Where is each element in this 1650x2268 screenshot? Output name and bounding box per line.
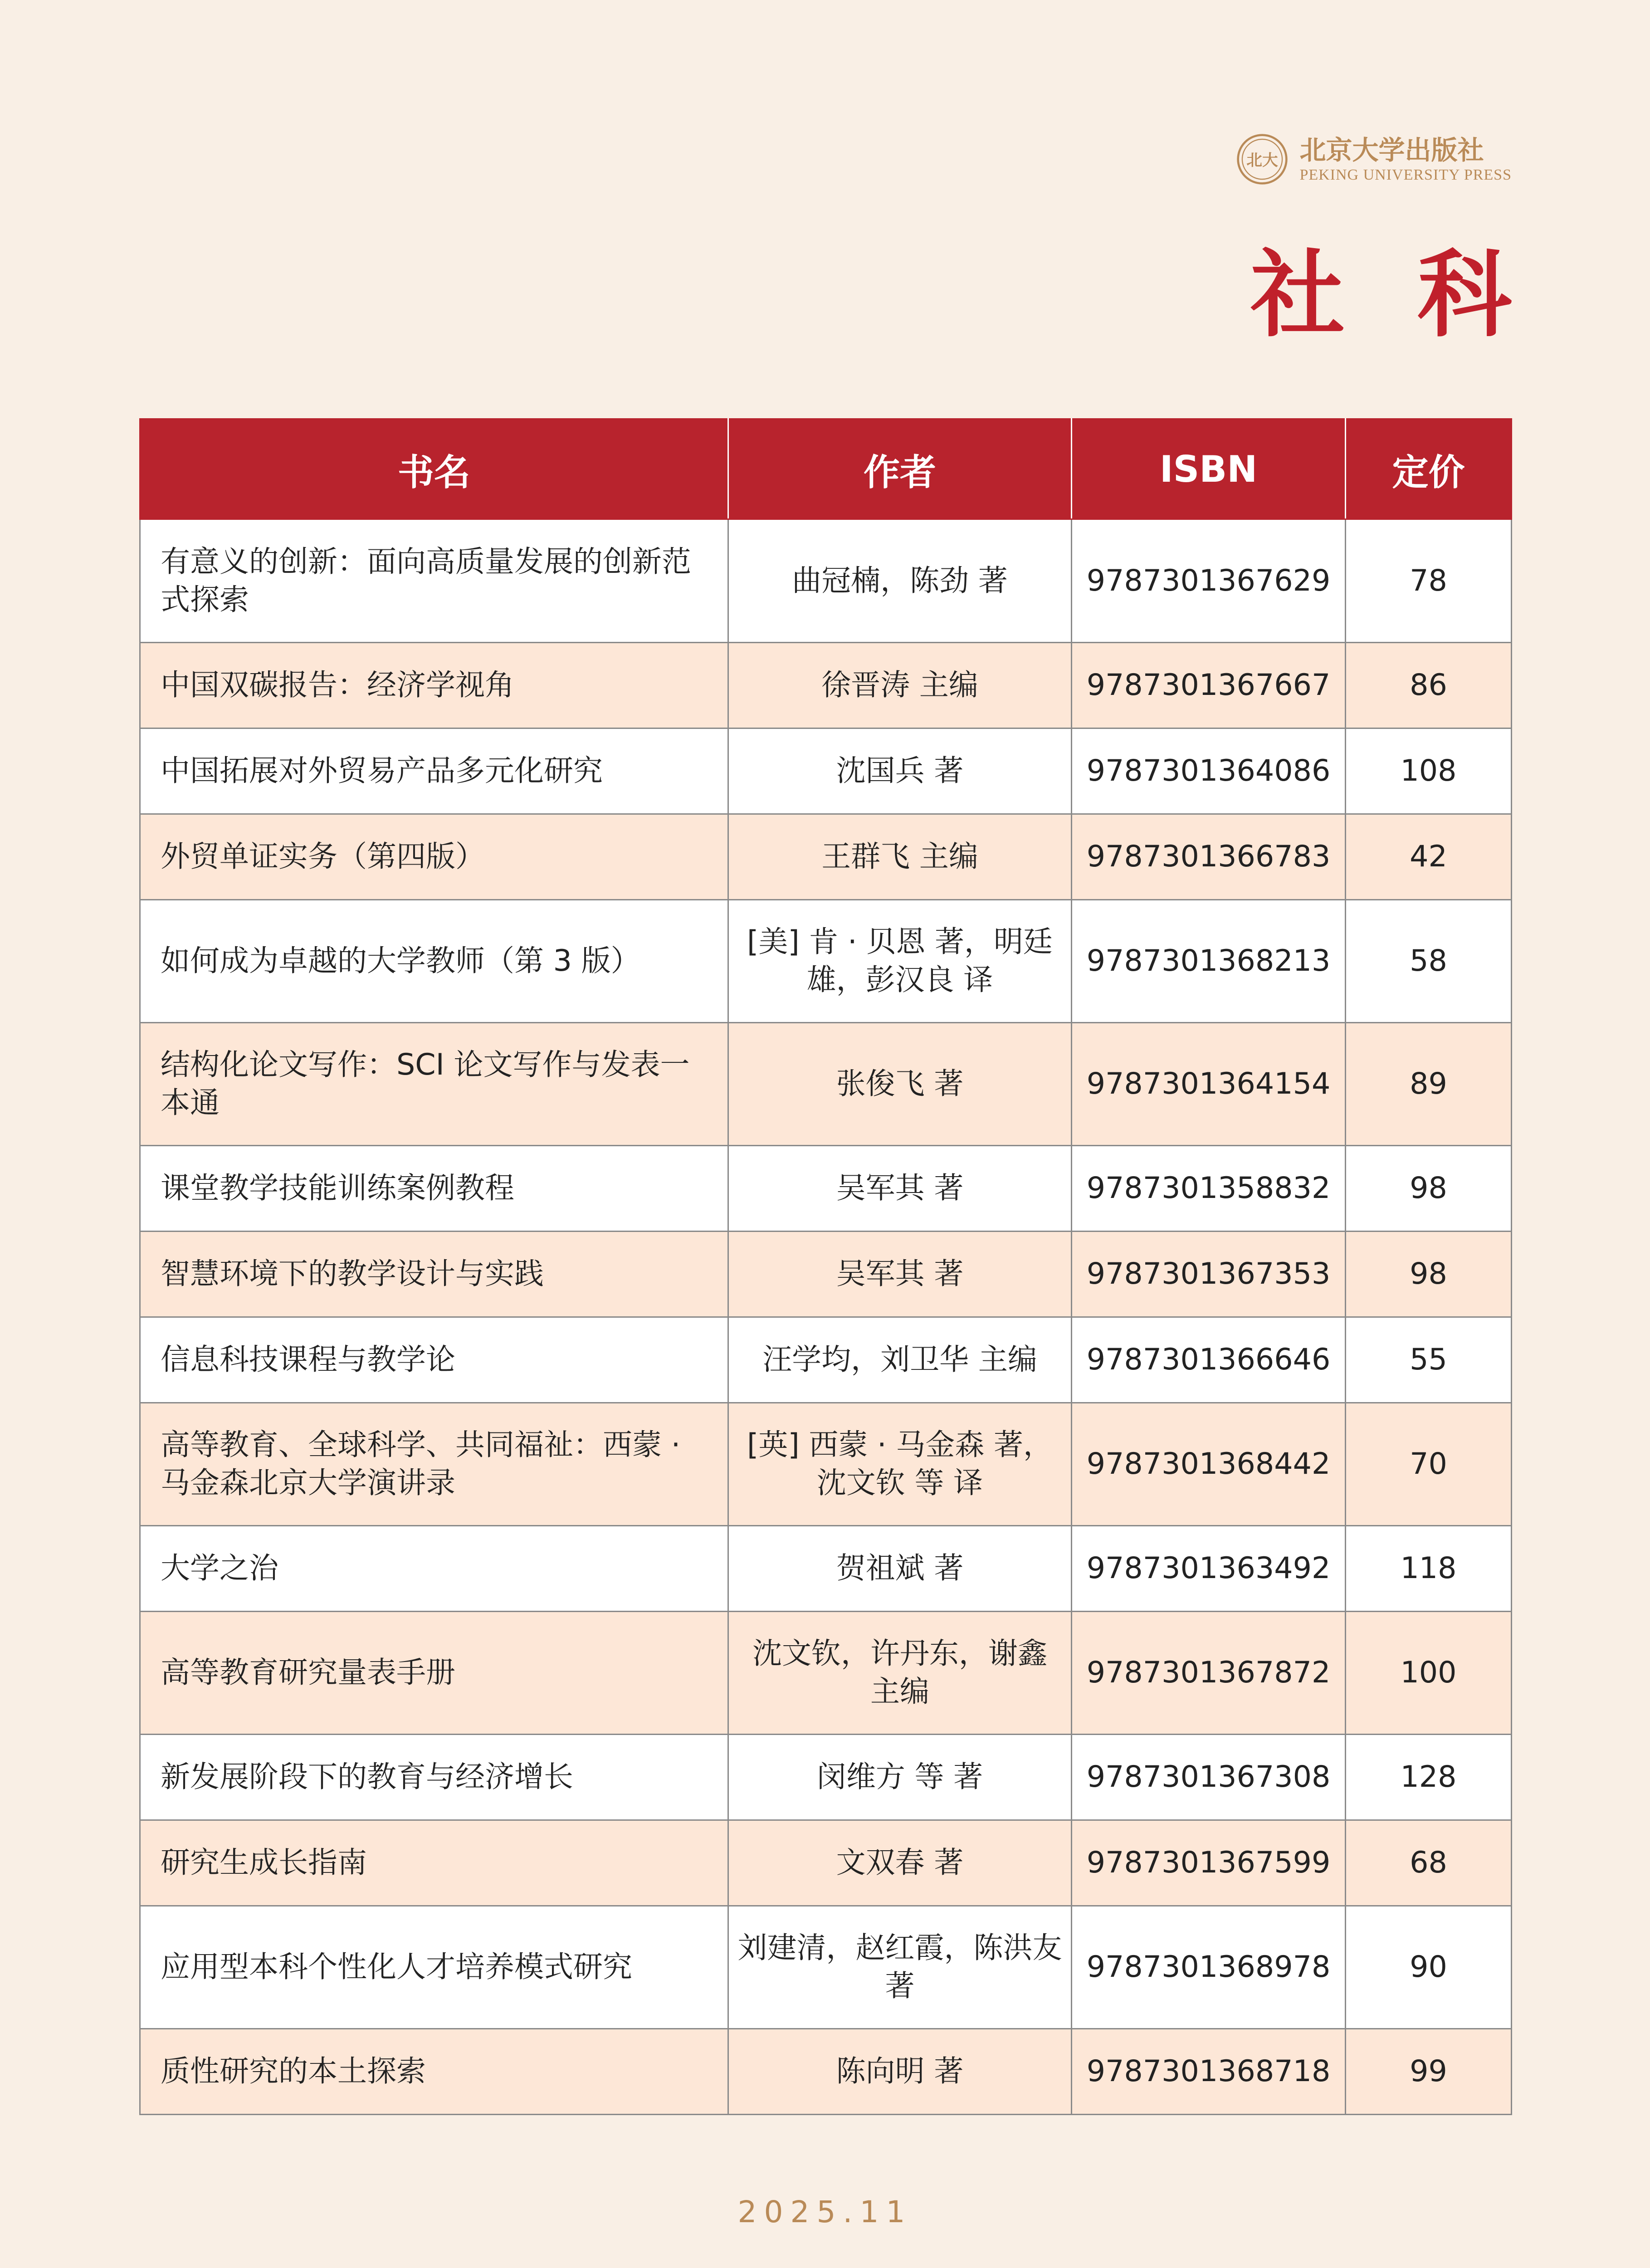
header-price: 定价 [1346,419,1512,519]
seal-text: 北大 [1246,151,1279,170]
book-title: 高等教育、全球科学、共同福祉：西蒙 · 马金森北京大学演讲录 [140,1403,728,1526]
pku-seal-icon [1236,133,1289,186]
book-isbn: 9787301364086 [1072,728,1346,814]
footer-date: 2025.11 [737,2195,913,2229]
table-row [140,1317,1512,1403]
book-author: 吴军其 著 [728,1232,1072,1317]
header-title: 书名 [140,419,728,519]
book-price: 128 [1346,1735,1512,1820]
book-price: 99 [1346,2029,1512,2115]
book-title: 课堂教学技能训练案例教程 [140,1146,728,1232]
book-price: 68 [1346,1820,1512,1906]
book-author: 王群飞 主编 [728,814,1072,900]
book-isbn: 9787301367629 [1072,519,1346,643]
table-row [140,1232,1512,1317]
book-title: 大学之治 [140,1526,728,1612]
publisher-logo [1236,130,1512,189]
table-header-row [140,419,1512,519]
book-title: 中国拓展对外贸易产品多元化研究 [140,728,728,814]
book-author: 汪学均，刘卫华 主编 [728,1317,1072,1403]
book-title: 信息科技课程与教学论 [140,1317,728,1403]
table-row [140,1735,1512,1820]
book-price: 108 [1346,728,1512,814]
book-isbn: 9787301368442 [1072,1403,1346,1526]
book-isbn: 9787301358832 [1072,1146,1346,1232]
book-isbn: 9787301368718 [1072,2029,1346,2115]
book-price: 100 [1346,1612,1512,1735]
book-author: 贺祖斌 著 [728,1526,1072,1612]
table-row [140,1526,1512,1612]
book-author: 曲冠楠，陈劲 著 [728,519,1072,643]
book-title: 有意义的创新：面向高质量发展的创新范式探索 [140,519,728,643]
book-price: 70 [1346,1403,1512,1526]
book-price: 42 [1346,814,1512,900]
book-author: 吴军其 著 [728,1146,1072,1232]
book-title: 研究生成长指南 [140,1820,728,1906]
book-author: 徐晋涛 主编 [728,643,1072,728]
book-author: [英] 西蒙 · 马金森 著，沈文钦 等 译 [728,1403,1072,1526]
book-price: 90 [1346,1906,1512,2029]
book-title: 质性研究的本土探索 [140,2029,728,2115]
book-author: 刘建清，赵红霞，陈洪友 著 [728,1906,1072,2029]
table-row [140,1612,1512,1735]
table-row [140,1023,1512,1146]
book-title: 智慧环境下的教学设计与实践 [140,1232,728,1317]
book-isbn: 9787301367667 [1072,643,1346,728]
book-price: 58 [1346,900,1512,1023]
book-price: 98 [1346,1146,1512,1232]
book-price: 98 [1346,1232,1512,1317]
book-isbn: 9787301367872 [1072,1612,1346,1735]
book-author: 沈国兵 著 [728,728,1072,814]
table-row [140,2029,1512,2115]
book-author: [美] 肯 · 贝恩 著，明廷雄，彭汉良 译 [728,900,1072,1023]
book-author: 沈文钦，许丹东，谢鑫 主编 [728,1612,1072,1735]
book-isbn: 9787301366646 [1072,1317,1346,1403]
book-author: 闵维方 等 著 [728,1735,1072,1820]
book-price: 86 [1346,643,1512,728]
book-isbn: 9787301367308 [1072,1735,1346,1820]
book-isbn: 9787301363492 [1072,1526,1346,1612]
book-title: 外贸单证实务（第四版） [140,814,728,900]
publisher-cn-name: 北京大学出版社 [1299,135,1484,166]
book-title: 结构化论文写作：SCI 论文写作与发表一本通 [140,1023,728,1146]
table-row [140,1146,1512,1232]
book-title: 应用型本科个性化人才培养模式研究 [140,1906,728,2029]
header-author: 作者 [728,419,1072,519]
book-isbn: 9787301366783 [1072,814,1346,900]
book-title: 中国双碳报告：经济学视角 [140,643,728,728]
book-price: 55 [1346,1317,1512,1403]
book-title: 新发展阶段下的教育与经济增长 [140,1735,728,1820]
book-title: 高等教育研究量表手册 [140,1612,728,1735]
book-price: 78 [1346,519,1512,643]
book-price: 89 [1346,1023,1512,1146]
book-author: 陈向明 著 [728,2029,1072,2115]
table-row [140,519,1512,643]
book-isbn: 9787301368978 [1072,1906,1346,2029]
table-row [140,728,1512,814]
book-price: 118 [1346,1526,1512,1612]
book-author: 张俊飞 著 [728,1023,1072,1146]
book-title: 如何成为卓越的大学教师（第 3 版） [140,900,728,1023]
table-row [140,814,1512,900]
book-isbn: 9787301367353 [1072,1232,1346,1317]
header-isbn: ISBN [1072,419,1346,519]
publisher-en-name: PEKING UNIVERSITY PRESS [1299,166,1512,183]
book-isbn: 9787301368213 [1072,900,1346,1023]
table-row [140,643,1512,728]
table-row [140,1403,1512,1526]
table-row [140,1906,1512,2029]
book-catalog-table [139,418,1512,2115]
book-isbn: 9787301367599 [1072,1820,1346,1906]
category-title: 社科 [1250,240,1584,350]
book-isbn: 9787301364154 [1072,1023,1346,1146]
table-row [140,900,1512,1023]
table-row [140,1820,1512,1906]
book-author: 文双春 著 [728,1820,1072,1906]
